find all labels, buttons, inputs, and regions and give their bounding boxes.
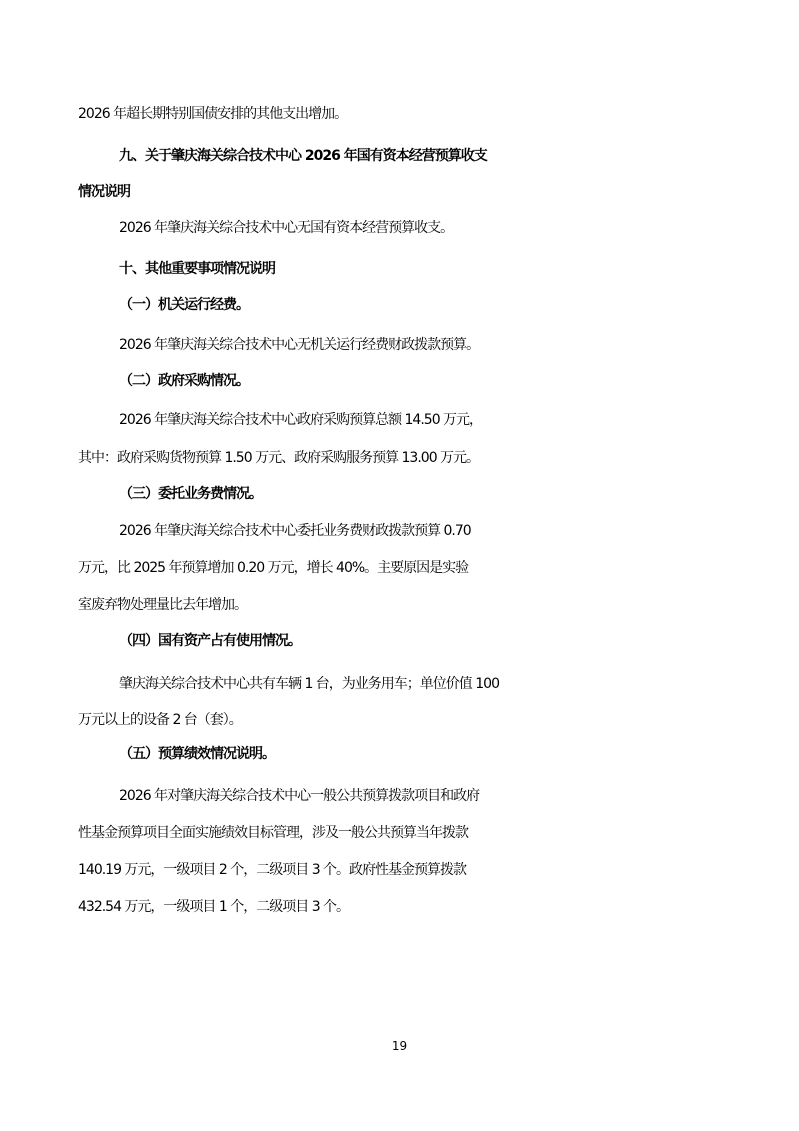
body-text-line: 万元以上的设备 2 台（套）。: [78, 712, 242, 728]
body-text-line: 2026 年肇庆海关综合技术中心无国有资本经营预算收支。: [119, 220, 454, 236]
subheading-5: （五）预算绩效情况说明。: [119, 746, 275, 762]
body-text-line: 性基金预算项目全面实施绩效目标管理，涉及一般公共预算当年拨款: [78, 825, 468, 841]
body-text-line: 2026 年超长期特别国债安排的其他支出增加。: [78, 106, 348, 122]
body-text-line: 2026 年对肇庆海关综合技术中心一般公共预算拨款项目和政府: [119, 788, 480, 804]
body-text-line: 肇庆海关综合技术中心共有车辆 1 台，为业务用车；单位价值 100: [119, 676, 499, 692]
section-heading-9: 九、关于肇庆海关综合技术中心 2026 年国有资本经营预算收支: [119, 148, 487, 164]
body-text-line: 2026 年肇庆海关综合技术中心无机关运行经费财政拨款预算。: [119, 337, 480, 353]
body-text-line: 140.19 万元，一级项目 2 个，二级项目 3 个。政府性基金预算拨款: [78, 862, 467, 878]
subheading-3: （三）委托业务费情况。: [119, 486, 262, 502]
section-heading-9-cont: 情况说明: [78, 184, 130, 200]
body-text-line: 万元，比 2025 年预算增加 0.20 万元，增长 40%。主要原因是实验: [78, 560, 469, 576]
subheading-2: （二）政府采购情况。: [119, 373, 249, 389]
body-text-line: 2026 年肇庆海关综合技术中心委托业务费财政拨款预算 0.70: [119, 523, 471, 539]
page-number: 19: [391, 1039, 408, 1053]
body-text-line: 室废弃物处理量比去年增加。: [78, 597, 247, 613]
body-text-line: 432.54 万元，一级项目 1 个，二级项目 3 个。: [78, 899, 350, 915]
section-heading-10: 十、其他重要事项情况说明: [119, 261, 275, 277]
body-text-line: 其中：政府采购货物预算 1.50 万元、政府采购服务预算 13.00 万元。: [78, 450, 480, 466]
subheading-4: （四）国有资产占有使用情况。: [119, 633, 301, 649]
subheading-1: （一）机关运行经费。: [119, 297, 249, 313]
body-text-line: 2026 年肇庆海关综合技术中心政府采购预算总额 14.50 万元，: [119, 412, 483, 428]
